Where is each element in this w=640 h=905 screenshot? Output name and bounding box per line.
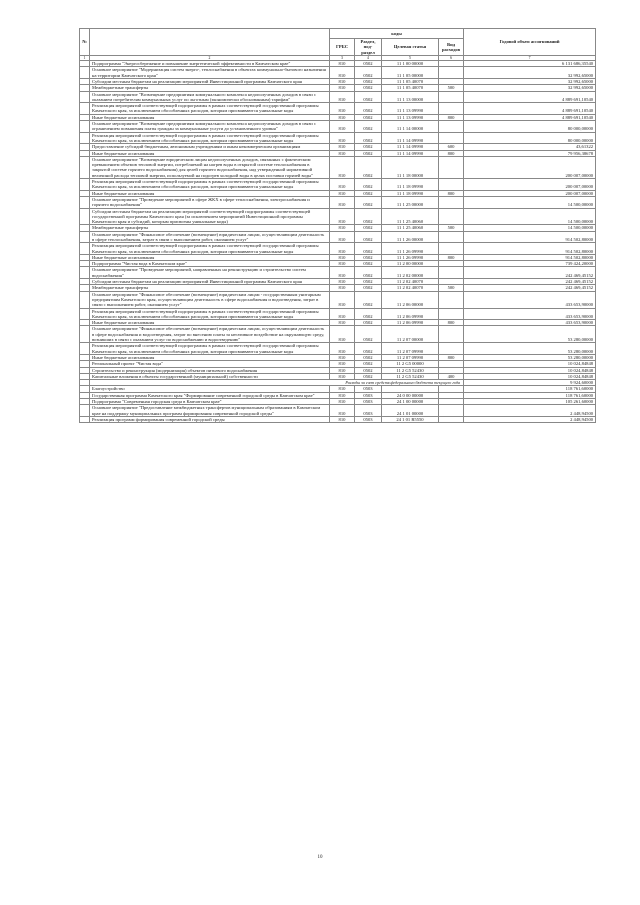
cell-amount: 43,61322 bbox=[464, 144, 596, 150]
cell-rz: 0502 bbox=[355, 308, 382, 320]
cell-rz: 0502 bbox=[355, 285, 382, 291]
header-grbs: ГРБС bbox=[330, 39, 355, 56]
cell-num bbox=[80, 267, 90, 279]
cell-num bbox=[80, 121, 90, 133]
table-row bbox=[80, 231, 596, 243]
cell-csr: 11 1 13 09990 bbox=[382, 114, 439, 120]
cell-name: Иные бюджетные ассигнования bbox=[90, 320, 330, 326]
cell-vr bbox=[439, 196, 464, 208]
cell-amount: 433 653,90000 bbox=[464, 320, 596, 326]
cell-rz: 0502 bbox=[355, 144, 382, 150]
cell-name: Иные бюджетные ассигнования bbox=[90, 114, 330, 120]
cell-grbs: 810 bbox=[330, 150, 355, 156]
cell-csr: 11 2 02 40070 bbox=[382, 285, 439, 291]
cell-csr: 24 1 00 00000 bbox=[382, 399, 439, 405]
cell-rz: 0502 bbox=[355, 179, 382, 191]
cell-rz: 0502 bbox=[355, 85, 382, 91]
table-row bbox=[80, 343, 596, 355]
cell-vr: 800 bbox=[439, 114, 464, 120]
cell-name: Строительство и реконструкция (модернизация) объектов питьевого водоснабжения bbox=[90, 367, 330, 373]
cell-vr bbox=[439, 179, 464, 191]
table-row bbox=[80, 91, 596, 103]
cell-csr: 11 2 07 09990 bbox=[382, 354, 439, 360]
cell-csr: 11 1 18 00000 bbox=[382, 156, 439, 178]
cell-name: Основное мероприятие "Предоставление межбюджетных трансфертов муниципальным образованиям в Камчатском крае на поддержку муниципальных программ формирования современной городской среды" bbox=[90, 405, 330, 417]
cell-amount: 32 992,65000 bbox=[464, 67, 596, 79]
cell-grbs: 810 bbox=[330, 361, 355, 367]
cell-grbs: 810 bbox=[330, 308, 355, 320]
cell-rz: 0503 bbox=[355, 399, 382, 405]
cell-grbs: 810 bbox=[330, 254, 355, 260]
cell-csr: 11 1 14 09990 bbox=[382, 132, 439, 144]
cell-name: Иные бюджетные ассигнования bbox=[90, 190, 330, 196]
header-name bbox=[90, 29, 330, 56]
cell-rz: 0503 bbox=[355, 416, 382, 422]
table-row bbox=[80, 132, 596, 144]
cell-amount: 914 502,80000 bbox=[464, 254, 596, 260]
index-cell: 5 bbox=[382, 55, 439, 60]
table-row bbox=[80, 308, 596, 320]
cell-name: Региональный проект "Чистая вода" bbox=[90, 361, 330, 367]
note-amount: 9 924,60000 bbox=[464, 380, 596, 386]
cell-csr: 11 1 05 00000 bbox=[382, 67, 439, 79]
cell-name: Государственная программа Камчатского края "Формирование современной городской среды в Камчатском крае" bbox=[90, 392, 330, 398]
cell-name: Предоставление субсидий бюджетным, автономным учреждениям и иным некоммерческим организациям bbox=[90, 144, 330, 150]
cell-grbs: 810 bbox=[330, 354, 355, 360]
cell-name: Субсидии местным бюджетам на реализацию мероприятий Инвестиционной программы Камчатского края bbox=[90, 78, 330, 84]
cell-amount: 200 007,00000 bbox=[464, 156, 596, 178]
cell-csr: 11 1 25 00000 bbox=[382, 196, 439, 208]
cell-csr: 11 1 00 00000 bbox=[382, 61, 439, 67]
cell-name: Реализация мероприятий соответствующей подпрограммы в рамках соответствующей государственной программы Камчатского края, за исключением обособленных расходов, которым присваиваются уникальные коды bbox=[90, 103, 330, 115]
cell-amount: 200 007,00000 bbox=[464, 179, 596, 191]
cell-num bbox=[80, 231, 90, 243]
table-row bbox=[80, 405, 596, 417]
cell-rz: 0502 bbox=[355, 261, 382, 267]
cell-rz: 0502 bbox=[355, 367, 382, 373]
cell-csr: 11 1 05 40070 bbox=[382, 78, 439, 84]
budget-table bbox=[79, 28, 596, 423]
cell-grbs: 810 bbox=[330, 208, 355, 225]
cell-csr: 11 1 26 00000 bbox=[382, 231, 439, 243]
cell-rz: 0502 bbox=[355, 320, 382, 326]
cell-vr bbox=[439, 243, 464, 255]
cell-name: Межбюджетные трансферты bbox=[90, 285, 330, 291]
cell-name: Основное мероприятие "Модернизация систем энерго-, теплоснабжения в объектах коммунально-бытового назначения на территории Камчатского края" bbox=[90, 67, 330, 79]
cell-rz: 0502 bbox=[355, 196, 382, 208]
cell-rz: 0502 bbox=[355, 254, 382, 260]
cell-vr bbox=[439, 416, 464, 422]
cell-vr: 800 bbox=[439, 150, 464, 156]
header-codes: коды bbox=[330, 29, 464, 39]
cell-rz: 0502 bbox=[355, 67, 382, 79]
cell-vr: 400 bbox=[439, 373, 464, 379]
cell-csr: 11 1 13 09990 bbox=[382, 103, 439, 115]
cell-grbs: 810 bbox=[330, 405, 355, 417]
cell-name: Подпрограмма "Энергосбережение и повышение энергетической эффективности в Камчатском крае" bbox=[90, 61, 330, 67]
cell-amount: 53 280,00000 bbox=[464, 326, 596, 343]
cell-rz: 0502 bbox=[355, 103, 382, 115]
cell-rz: 0503 bbox=[355, 386, 382, 392]
cell-num bbox=[80, 156, 90, 178]
cell-csr: 11 2 00 00000 bbox=[382, 261, 439, 267]
cell-rz: 0502 bbox=[355, 208, 382, 225]
cell-csr: 11 1 13 00000 bbox=[382, 91, 439, 103]
cell-grbs: 810 bbox=[330, 392, 355, 398]
cell-vr: 500 bbox=[439, 225, 464, 231]
cell-grbs: 810 bbox=[330, 103, 355, 115]
cell-name: Основное мероприятие "Возмещение предприятиям коммунального комплекса недополученных доходов в связи с оказанием потребителям коммунальных услуг по льготным (экономически обоснованным) тарифам" bbox=[90, 91, 330, 103]
cell-amount: 242 469,45152 bbox=[464, 267, 596, 279]
table-row bbox=[80, 326, 596, 343]
cell-amount: 2 448,94500 bbox=[464, 405, 596, 417]
cell-grbs: 810 bbox=[330, 386, 355, 392]
table-row bbox=[80, 416, 596, 422]
cell-grbs: 810 bbox=[330, 367, 355, 373]
cell-grbs: 810 bbox=[330, 231, 355, 243]
cell-amount: 6 131 686,35540 bbox=[464, 61, 596, 67]
cell-name: Межбюджетные трансферты bbox=[90, 85, 330, 91]
cell-amount: 4 889 691,10540 bbox=[464, 114, 596, 120]
cell-csr: 11 1 14 09990 bbox=[382, 150, 439, 156]
cell-grbs: 810 bbox=[330, 285, 355, 291]
cell-vr: 500 bbox=[439, 85, 464, 91]
cell-csr: 11 1 26 09990 bbox=[382, 254, 439, 260]
cell-vr bbox=[439, 326, 464, 343]
cell-grbs: 810 bbox=[330, 261, 355, 267]
cell-grbs: 810 bbox=[330, 373, 355, 379]
cell-name: Основное мероприятие "Проведение мероприятий, направленных на реконструкцию и строительство систем водоснабжения" bbox=[90, 267, 330, 279]
cell-grbs: 810 bbox=[330, 61, 355, 67]
cell-num bbox=[80, 416, 90, 422]
cell-csr: 24 1 01 00000 bbox=[382, 405, 439, 417]
cell-name: Иные бюджетные ассигнования bbox=[90, 354, 330, 360]
cell-rz: 0502 bbox=[355, 150, 382, 156]
header-razdel: Раздел, под-раздел bbox=[355, 39, 382, 56]
cell-grbs: 810 bbox=[330, 279, 355, 285]
header-vr: Вид расходов bbox=[439, 39, 464, 56]
cell-num bbox=[80, 132, 90, 144]
cell-name: Капитальные вложения в объекты государственной (муниципальной) собственности bbox=[90, 373, 330, 379]
note-text: Расходы за счет средств федерального бюджета текущего года bbox=[90, 380, 464, 386]
cell-name: Подпрограмма "Современная городская среда в Камчатском крае" bbox=[90, 399, 330, 405]
header-csr: Целевая статья bbox=[382, 39, 439, 56]
cell-csr: 11 1 26 09990 bbox=[382, 243, 439, 255]
cell-grbs: 810 bbox=[330, 114, 355, 120]
cell-amount: 80 000,00000 bbox=[464, 132, 596, 144]
table-row bbox=[80, 67, 596, 79]
cell-amount: 242 469,45152 bbox=[464, 279, 596, 285]
cell-grbs: 810 bbox=[330, 144, 355, 150]
cell-amount: 32 992,65000 bbox=[464, 78, 596, 84]
cell-csr: 11 2 07 09990 bbox=[382, 343, 439, 355]
cell-amount: 118 761,60000 bbox=[464, 386, 596, 392]
cell-amount: 200 007,00000 bbox=[464, 190, 596, 196]
cell-csr: 11 2 07 00000 bbox=[382, 326, 439, 343]
cell-amount: 4 889 691,10540 bbox=[464, 103, 596, 115]
table-row bbox=[80, 121, 596, 133]
cell-vr bbox=[439, 405, 464, 417]
cell-csr: 11 1 05 40070 bbox=[382, 85, 439, 91]
cell-csr: 11 2 02 00000 bbox=[382, 267, 439, 279]
cell-num bbox=[80, 208, 90, 225]
cell-rz: 0502 bbox=[355, 343, 382, 355]
cell-vr bbox=[439, 121, 464, 133]
cell-csr: 11 1 14 09990 bbox=[382, 144, 439, 150]
cell-vr bbox=[439, 267, 464, 279]
cell-grbs: 810 bbox=[330, 343, 355, 355]
cell-rz: 0502 bbox=[355, 243, 382, 255]
cell-name: Основное мероприятие "Финансовое обеспечение (возмещение) юридическим лицам - государственным унитарным предприятиям Камчатского края, осуществляющим деятельность в сфере водоснабжения и водоотведения, затрат в связи с выполнением работ, оказанием услуг" bbox=[90, 291, 330, 308]
cell-rz: 0502 bbox=[355, 156, 382, 178]
cell-amount: 10 024,84848 bbox=[464, 361, 596, 367]
cell-name: Реализация мероприятий соответствующей подпрограммы в рамках соответствующей государственной программы Камчатского края, за исключением обособленных расходов, которым присваиваются уникальные коды bbox=[90, 132, 330, 144]
cell-grbs: 810 bbox=[330, 85, 355, 91]
cell-name: Основное мероприятие "Финансовое обеспечение (возмещение) юридическим лицам, осуществляющим деятельность в сфере теплоснабжения, затрат в связи с выполнением работ, оказанием услуг" bbox=[90, 231, 330, 243]
cell-csr: 11 1 18 09990 bbox=[382, 190, 439, 196]
cell-grbs: 810 bbox=[330, 225, 355, 231]
cell-rz: 0502 bbox=[355, 267, 382, 279]
cell-num bbox=[80, 179, 90, 191]
cell-grbs: 810 bbox=[330, 326, 355, 343]
cell-rz: 0503 bbox=[355, 392, 382, 398]
cell-num bbox=[80, 243, 90, 255]
cell-num bbox=[80, 405, 90, 417]
cell-amount: 10 024,84848 bbox=[464, 367, 596, 373]
cell-rz: 0502 bbox=[355, 78, 382, 84]
cell-name: Реализация мероприятий соответствующей подпрограммы в рамках соответствующей государственной программы Камчатского края, за исключением обособленных расходов, которым присваиваются уникальные коды bbox=[90, 343, 330, 355]
cell-amount: 433 653,90000 bbox=[464, 308, 596, 320]
cell-grbs: 810 bbox=[330, 196, 355, 208]
cell-num bbox=[80, 326, 90, 343]
table-row bbox=[80, 156, 596, 178]
cell-amount: 14 500,00000 bbox=[464, 196, 596, 208]
cell-vr: 800 bbox=[439, 190, 464, 196]
cell-name: Основное мероприятие "Финансовое обеспечение (возмещение) юридическим лицам, осуществляющим деятельность в сфере водоснабжения и водоотведения, затрат по внесению платы за негативное воздействие на окружающую среду, возникших в связи с оказанием услуг по водоснабжению и водоотведению" bbox=[90, 326, 330, 343]
cell-name: Реализация мероприятий соответствующей подпрограммы в рамках соответствующей государственной программы Камчатского края, за исключением обособленных расходов, которым присваиваются уникальные коды bbox=[90, 308, 330, 320]
header-num: № bbox=[80, 29, 90, 56]
cell-grbs: 810 bbox=[330, 267, 355, 279]
cell-name: Субсидии местным бюджетам на реализацию мероприятий Инвестиционной программы Камчатского края bbox=[90, 279, 330, 285]
cell-name: Реализация мероприятий соответствующей подпрограммы в рамках соответствующей государственной программы Камчатского края, за исключением обособленных расходов, которым присваиваются уникальные коды bbox=[90, 243, 330, 255]
table-body bbox=[80, 61, 596, 423]
cell-name: Основное мероприятие "Проведение мероприятий в сфере ЖКХ в сфере теплоснабжения, электроснабжения и горячего водоснабжения" bbox=[90, 196, 330, 208]
index-cell: 7 bbox=[464, 55, 596, 60]
cell-vr bbox=[439, 91, 464, 103]
table-row bbox=[80, 196, 596, 208]
cell-rz: 0502 bbox=[355, 225, 382, 231]
cell-grbs: 810 bbox=[330, 67, 355, 79]
cell-amount: 242 469,45152 bbox=[464, 285, 596, 291]
cell-rz: 0502 bbox=[355, 114, 382, 120]
cell-name: Иные бюджетные ассигнования bbox=[90, 150, 330, 156]
cell-amount: 118 761,60000 bbox=[464, 392, 596, 398]
cell-vr bbox=[439, 132, 464, 144]
cell-csr: 11 1 14 00000 bbox=[382, 121, 439, 133]
cell-num bbox=[80, 343, 90, 355]
cell-rz: 0502 bbox=[355, 61, 382, 67]
cell-grbs: 810 bbox=[330, 190, 355, 196]
cell-amount: 80 000,00000 bbox=[464, 121, 596, 133]
index-cell: 2 bbox=[90, 55, 330, 60]
cell-grbs: 810 bbox=[330, 179, 355, 191]
cell-amount: 53 280,00000 bbox=[464, 354, 596, 360]
cell-vr bbox=[439, 103, 464, 115]
cell-vr: 800 bbox=[439, 320, 464, 326]
cell-name: Основное мероприятие "Возмещение предприятиям коммунального комплекса недополученных доходов в связи с ограничением повышения платы граждан за коммунальные услуги до установленного уровня" bbox=[90, 121, 330, 133]
cell-grbs: 810 bbox=[330, 132, 355, 144]
cell-name: Основное мероприятие "Возмещение юридическим лицам недополученных доходов, связанных с фактическим превышением объемов тепловой энергии, потребляемой на нагрев воды в открытой системе теплоснабжения в закрытой системе горячего водоснабжения) для целей горячего водоснабжения, над утвержденной нормативной величиной расхода тепловой энергии, используемой на подогрев холодной воды в целях поставки горячей воды" bbox=[90, 156, 330, 178]
cell-vr bbox=[439, 67, 464, 79]
cell-amount: 14 500,00000 bbox=[464, 208, 596, 225]
cell-num bbox=[80, 291, 90, 308]
cell-csr: 11 2 G5 00000 bbox=[382, 361, 439, 367]
index-cell: 1 bbox=[80, 55, 90, 60]
cell-csr: 24 1 01 R5550 bbox=[382, 416, 439, 422]
cell-rz: 0502 bbox=[355, 121, 382, 133]
cell-name: Реализация программ формирования современной городской среды bbox=[90, 416, 330, 422]
cell-grbs: 810 bbox=[330, 243, 355, 255]
cell-vr: 800 bbox=[439, 254, 464, 260]
cell-rz: 0502 bbox=[355, 231, 382, 243]
cell-amount: 433 653,90000 bbox=[464, 291, 596, 308]
cell-grbs: 810 bbox=[330, 399, 355, 405]
cell-num bbox=[80, 91, 90, 103]
cell-name: Благоустройство bbox=[90, 386, 330, 392]
cell-vr bbox=[439, 308, 464, 320]
cell-amount: 914 502,80000 bbox=[464, 243, 596, 255]
cell-grbs: 810 bbox=[330, 416, 355, 422]
cell-csr: 11 2 06 00000 bbox=[382, 291, 439, 308]
cell-rz: 0502 bbox=[355, 361, 382, 367]
cell-amount: 105 261,60000 bbox=[464, 399, 596, 405]
cell-amount: 79 956,38678 bbox=[464, 150, 596, 156]
cell-rz: 0502 bbox=[355, 354, 382, 360]
cell-name: Межбюджетные трансферты bbox=[90, 225, 330, 231]
cell-vr bbox=[439, 343, 464, 355]
cell-csr: 24 0 00 00000 bbox=[382, 392, 439, 398]
index-cell: 6 bbox=[439, 55, 464, 60]
cell-name: Иные бюджетные ассигнования bbox=[90, 254, 330, 260]
cell-csr: 11 2 02 40070 bbox=[382, 279, 439, 285]
cell-grbs: 810 bbox=[330, 291, 355, 308]
cell-amount: 739 424,20000 bbox=[464, 261, 596, 267]
cell-grbs: 810 bbox=[330, 121, 355, 133]
table-row bbox=[80, 291, 596, 308]
cell-csr: 11 1 25 40060 bbox=[382, 208, 439, 225]
cell-vr bbox=[439, 156, 464, 178]
table-row bbox=[80, 179, 596, 191]
table-row bbox=[80, 267, 596, 279]
cell-grbs: 810 bbox=[330, 91, 355, 103]
cell-csr: 11 1 18 09990 bbox=[382, 179, 439, 191]
cell-vr: 800 bbox=[439, 354, 464, 360]
cell-vr: 600 bbox=[439, 144, 464, 150]
header-amount: Годовой объем ассигнований bbox=[464, 29, 596, 56]
cell-num bbox=[80, 196, 90, 208]
cell-csr: 11 2 06 09990 bbox=[382, 308, 439, 320]
cell-rz: 0502 bbox=[355, 132, 382, 144]
cell-rz: 0502 bbox=[355, 279, 382, 285]
cell-vr bbox=[439, 231, 464, 243]
cell-rz: 0503 bbox=[355, 405, 382, 417]
cell-csr: 11 2 G5 52430 bbox=[382, 367, 439, 373]
table-row bbox=[80, 208, 596, 225]
cell-rz: 0502 bbox=[355, 190, 382, 196]
index-cell: 3 bbox=[330, 55, 355, 60]
cell-grbs: 810 bbox=[330, 78, 355, 84]
cell-name: Реализация мероприятий соответствующей подпрограммы в рамках соответствующей государственной программы Камчатского края, за исключением обособленных расходов, которым присваиваются уникальные коды bbox=[90, 179, 330, 191]
cell-rz: 0502 bbox=[355, 91, 382, 103]
cell-amount: 14 500,00000 bbox=[464, 225, 596, 231]
cell-amount: 10 024,84848 bbox=[464, 373, 596, 379]
cell-amount: 914 502,80000 bbox=[464, 231, 596, 243]
index-cell: 4 bbox=[355, 55, 382, 60]
cell-num bbox=[80, 67, 90, 79]
cell-num bbox=[80, 308, 90, 320]
cell-amount: 53 280,00000 bbox=[464, 343, 596, 355]
cell-grbs: 810 bbox=[330, 320, 355, 326]
cell-csr: 11 1 25 40060 bbox=[382, 225, 439, 231]
cell-rz: 0502 bbox=[355, 373, 382, 379]
cell-num bbox=[80, 103, 90, 115]
table-row bbox=[80, 103, 596, 115]
cell-grbs: 810 bbox=[330, 156, 355, 178]
cell-csr: 11 2 06 09990 bbox=[382, 320, 439, 326]
table-row bbox=[80, 243, 596, 255]
cell-amount: 4 889 691,10540 bbox=[464, 91, 596, 103]
cell-name: Субсидии местным бюджетам на реализацию мероприятий соответствующей подпрограммы соответствующей государственной программы Камчатского края (за исключением мероприятий Инвестиционной программы Камчатского края и субсидий, которым присвоены уникальные коды) bbox=[90, 208, 330, 225]
cell-amount: 32 992,65000 bbox=[464, 85, 596, 91]
cell-name: Подпрограмма "Чистая вода в Камчатском крае" bbox=[90, 261, 330, 267]
cell-csr: 11 2 G5 52430 bbox=[382, 373, 439, 379]
cell-rz: 0502 bbox=[355, 326, 382, 343]
cell-vr bbox=[439, 208, 464, 225]
cell-rz: 0502 bbox=[355, 291, 382, 308]
page-number: 10 bbox=[317, 855, 323, 860]
cell-vr bbox=[439, 291, 464, 308]
cell-vr: 500 bbox=[439, 285, 464, 291]
cell-amount: 2 448,94500 bbox=[464, 416, 596, 422]
